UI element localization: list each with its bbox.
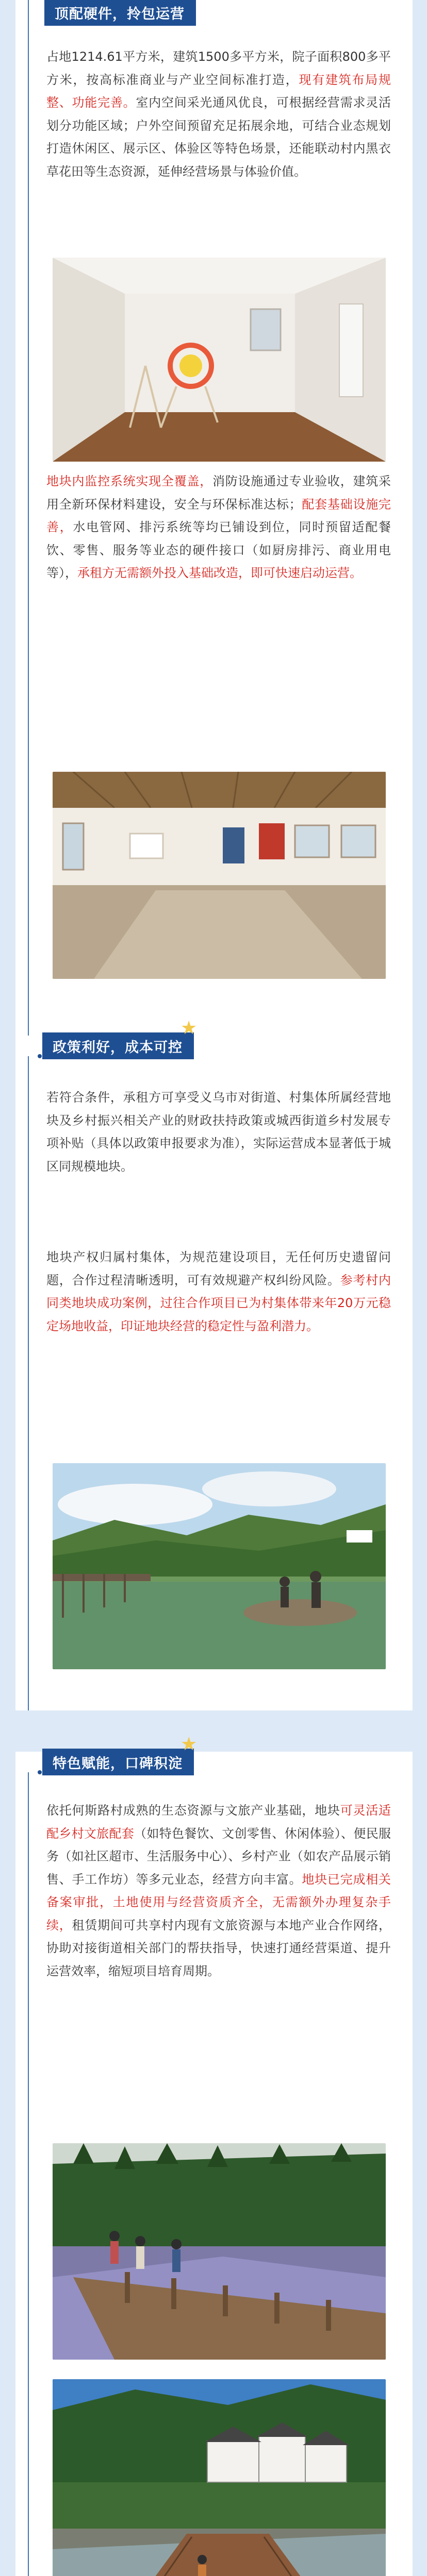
paragraph-text: 依托何斯路村成熟的生态资源与文旅产业基础，地块 — [46, 1803, 340, 1818]
header-dot — [38, 1054, 42, 1058]
section-policy — [15, 1018, 413, 1710]
paragraph-highlight: 地块已完成相关备案审批，土地使用与经营资质齐全，无需额外办理复杂手续， — [46, 1872, 391, 1933]
paragraph-highlight: 承租方无需额外投入基础改造，即可快速启动运营。 — [77, 566, 362, 580]
paragraph-text: 水电管网、排污系统等均已铺设到位，同时预留适配餐饮、零售、服务等业态的硬件接口（如厨房排污、商业用电等）， — [46, 520, 391, 580]
paragraph-text: 消防设施通过专业验收，建筑采用全新环保材料建设，安全与环保标准达标； — [46, 474, 391, 512]
section-hardware-continued — [15, 731, 413, 1039]
star-icon: ★ — [180, 1018, 198, 1039]
paragraph-highlight: 地块内监控系统实现全覆盖， — [46, 474, 212, 488]
section-line — [28, 731, 29, 1036]
village-river-photo — [53, 2379, 386, 2576]
paragraph-highlight: 配套基础设施完善， — [46, 497, 391, 534]
paragraph-text: 室内空间采光通风优良，可根据经营需求灵活划分功能区域；户外空间预留充足拓展余地，可结合业态规划打造休闲区、展示区、体验区等特色场景，还能联动村内黑衣草花田等生态资源，延伸经营场景与体验价值。 — [46, 95, 391, 179]
section-hardware — [15, 0, 413, 731]
section-header — [42, 1032, 194, 1059]
lavender-boardwalk-photo — [53, 2143, 386, 2360]
section-title: 政策利好，成本可控 — [53, 1039, 183, 1056]
section-paragraph — [46, 470, 391, 585]
star-icon: ★ — [180, 1734, 198, 1755]
paragraph-text: 租赁期间可共享村内现有文旅资源与本地产业合作网络，协助对接街道相关部门的帮扶指导，快速打通经营渠道、提升运营效率，缩短项目培育周期。 — [46, 1918, 391, 1978]
paragraph-highlight: 参考村内同类地块成功案例，过往合作项目已为村集体带来年20万元稳定场地收益，印证地块经营的稳定性与盈利潜力。 — [46, 1273, 391, 1333]
section-paragraph — [46, 1086, 391, 1178]
interior-room-photo — [53, 258, 386, 462]
paragraph-highlight: 现有建筑布局规整、功能完善。 — [46, 72, 391, 110]
paragraph-text: 若符合条件，承租方可享受义乌市对街道、村集体所属经营地块及乡村振兴相关产业的财政扶持政策或城西街道乡村发展专项补贴（具体以政策申报要求为准），实际运营成本显著低于城区同规模地块。 — [46, 1090, 391, 1174]
header-dot — [38, 1770, 42, 1774]
section-feature — [15, 1734, 413, 2576]
section-line — [28, 0, 29, 731]
section-paragraph — [46, 45, 391, 183]
section-header — [42, 1749, 194, 1775]
section-line — [28, 1056, 29, 1710]
section-paragraph — [46, 1246, 391, 1337]
section-paragraph — [46, 1799, 391, 1982]
section-title: 特色赋能，口碑积淀 — [53, 1755, 183, 1772]
hall-interior-photo — [53, 772, 386, 979]
paragraph-text: 占地1214.61平方米，建筑1500多平方米，院子面积800多平方米，按高标准商业与产业空间标准打造， — [46, 49, 391, 87]
lake-sculpture-photo — [53, 1463, 386, 1669]
paragraph-highlight: 可灵活适配乡村文旅配套 — [46, 1803, 391, 1841]
section-header — [44, 0, 196, 26]
paragraph-text: （如特色餐饮、文创零售、休闲体验）、便民服务（如社区超市、生活服务中心）、乡村产业（如农产品展示销售、手工作坊）等多元业态，经营方向丰富。 — [46, 1826, 391, 1887]
paragraph-text: 地块产权归属村集体，为规范建设项目，无任何历史遗留问题，合作过程清晰透明，可有效规避产权纠纷风险。 — [46, 1250, 391, 1287]
section-line — [28, 1772, 29, 2576]
section-title: 顶配硬件，拎包运营 — [55, 6, 185, 22]
